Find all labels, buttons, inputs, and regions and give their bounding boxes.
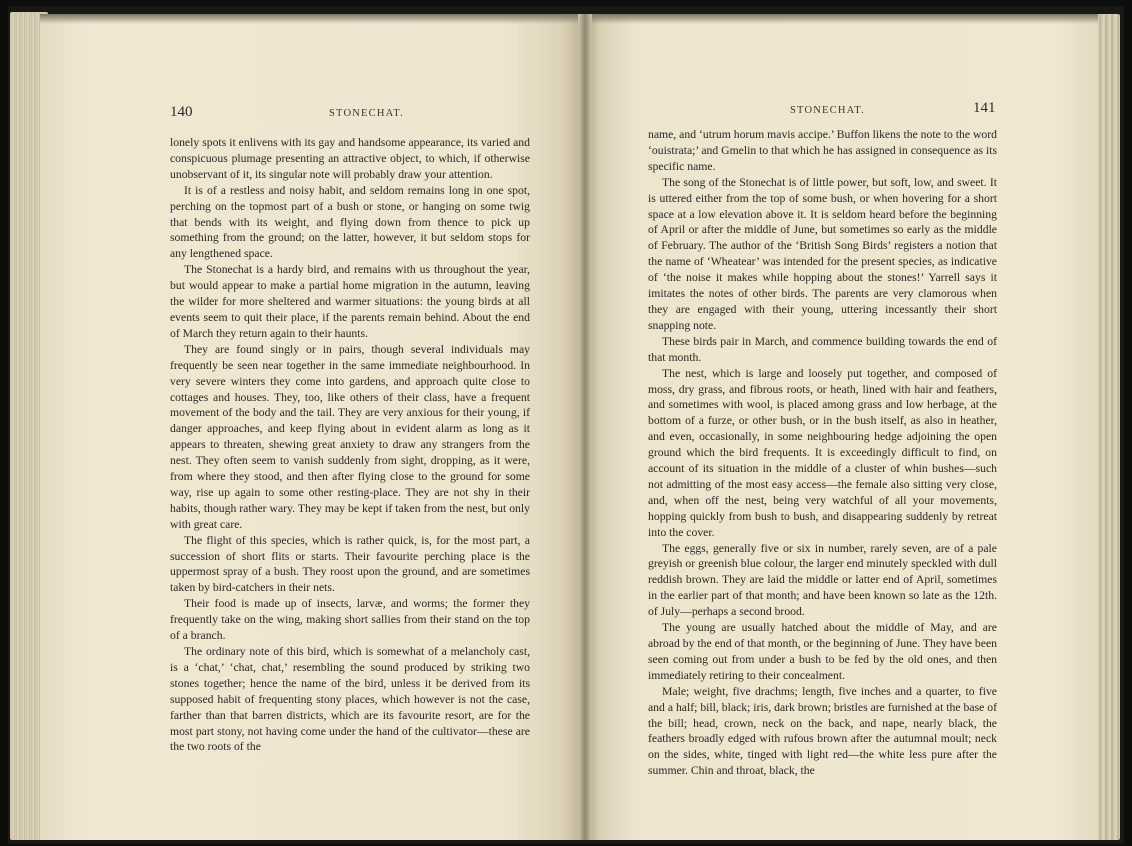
paragraph: The nest, which is large and loosely put together, and composed of moss, dry grass, and fibrous roots, or heath, lined with hair and feathers, and sometimes with wool, is placed among grass and low herbage, at the bottom of a furze, or other bush, or in the bush itself, as also in heather, and even, occasionally, in some neighbouring hedge adjoining the open ground which the bird frequents. It is exceedingly difficult to find, on account of its situation in the middle of a cluster of whin bushes—such not admitting of the most easy access—the female also sitting very close, and, when off the nest, being very watchful of all your movements, hopping quickly from bush to bush, and disappearing suddenly by retreat into the cover. xyxy=(648,366,997,539)
paragraph: name, and ‘utrum horum mavis accipe.’ Buffon likens the note to the word ‘ouistrata;’ and Gmelin to that which he has assigned in consequence as its specific name. xyxy=(648,128,998,173)
paragraph: These birds pair in March, and commence building towards the end of that month. xyxy=(648,334,997,364)
left-page xyxy=(40,14,584,840)
paragraph: The flight of this species, which is rather quick, is, for the most part, a succession of short flits or starts. Their favourite perching place is the uppermost spray of a bush. They roost upon the ground, and are sometimes taken by bird-catchers in their nets. xyxy=(170,533,530,595)
page-top-shadow xyxy=(584,14,1098,24)
paragraph: Their food is made up of insects, larvæ, and worms; the former they frequently take on the wing, making short sallies from their stand on the top of a branch. xyxy=(170,597,530,643)
running-head: STONECHAT. xyxy=(790,105,865,116)
paragraph: They are found singly or in pairs, though several individuals may frequently be seen near together in the same immediate neighbourhood. In very severe winters they come into gardens, and approach quite close to cottages and houses. They, too, like others of their class, have a frequent movement of the body and the tail. They are very anxious for their young, if danger approaches, and keep flying about in evident alarm as long as it appears to threaten, shewing great anxiety to draw any strangers from the nest. They often seem to vanish suddenly from sight, dropping, as it were, from where they stood, and then after flying close to the ground for some way, rise up again to some other resting-place. They are not shy in their habits, though rather wary. They may be kept if taken from the nest, but only with great care. xyxy=(170,342,530,531)
page-number: 141 xyxy=(973,100,996,116)
paragraph: The song of the Stonechat is of little power, but soft, low, and sweet. It is uttered either from the top of some bush, or when hovering for a short space at a low elevation above it. It is seldom heard before the beginning of April or after the middle of June, but sometimes so early as the middle of February. The author of the ‘British Song Birds’ registers a notion that the name of ‘Wheatear’ was intended for the present species, as indicative of ‘the noise it makes while hopping about the stones!’ Yarrell says it imitates the notes of other birds. The parents are very clamorous when they are engaged with their young, uttering incessantly their short snapping note. xyxy=(648,175,997,332)
paragraph: The eggs, generally five or six in number, rarely seven, are of a pale greyish or greenish blue colour, the larger end minutely speckled with dull reddish brown. They are laid the middle or latter end of April, sometimes in the earlier part of that month; and have been known so late as the 12th. of July—perhaps a second brood. xyxy=(648,541,997,619)
paragraph: The ordinary note of this bird, which is somewhat of a melancholy cast, is a ‘chat,’ ‘chat, chat,’ resembling the sound produced by striking two stones together; hence the name of the bird, unless it be derived from its supposed habit of frequenting stony places, which however is not the case, farther than that barren districts, which are its favourite resort, are for the most part stony, not having come under the hand of the cultivator—these are the two roots of the xyxy=(170,645,530,754)
body-text xyxy=(648,127,997,779)
paragraph: The young are usually hatched about the middle of May, and are abroad by the end of that month, or the beginning of June. They have been seen coming out from under a bush to be fed by the old ones, and then immediately retiring to their concealment. xyxy=(648,621,997,682)
paragraph: Male; weight, five drachms; length, five inches and a quarter, to five and a half; bill, black; iris, dark brown; bristles are furnished at the base of the bill; head, crown, neck on the back, and nape, nearly black, the feathers broadly edged with rufous brown after the autumnal moult; neck on the sides, white, tinged with light red—the white less pure after the summer. Chin and throat, black, the xyxy=(648,684,997,778)
page-number: 140 xyxy=(170,104,193,120)
right-page xyxy=(584,14,1098,840)
body-text xyxy=(170,135,530,755)
paragraph: The Stonechat is a hardy bird, and remains with us throughout the year, but would appear to make a partial home migration in the autumn, leaving the wilder for more sheltered and warmer situations: the young birds at all events seem to quit their place, if the parents remain behind. About the end of March they return again to their haunts. xyxy=(170,263,530,340)
book-gutter xyxy=(578,14,592,840)
page-top-shadow xyxy=(40,14,584,24)
running-head: STONECHAT. xyxy=(329,108,404,119)
paragraph: lonely spots it enlivens with its gay and handsome appearance, its varied and conspicuous plumage presenting an attractive object, to which, if otherwise unobservant of it, its singular note will probably draw your attention. xyxy=(170,136,530,181)
paragraph: It is of a restless and noisy habit, and seldom remains long in one spot, perching on the topmost part of a bush or stone, or hanging on some twig that bends with its weight, and flying down from thence to pick up something from the ground; on the latter, however, it but seldom stops for any lengthened space. xyxy=(170,183,530,261)
